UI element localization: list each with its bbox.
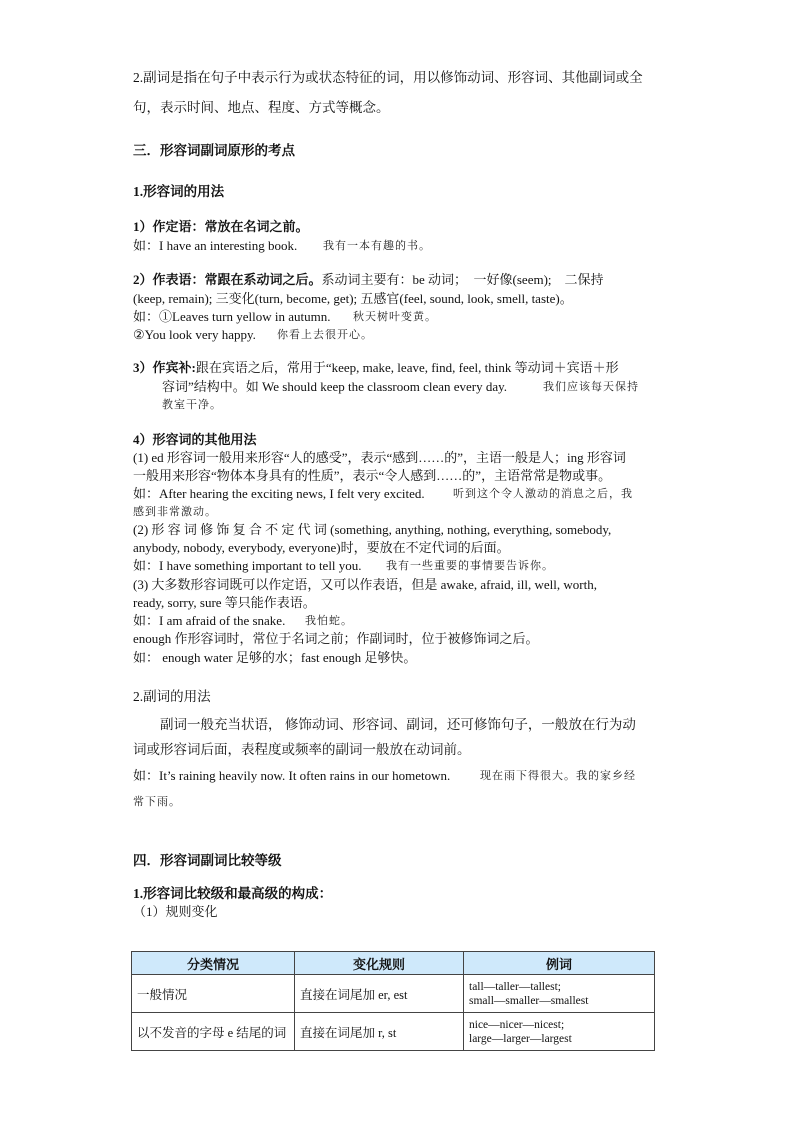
- point-4-line-11: enough 作形容词时，常位于名词之前；作副词时，位于被修饰词之后。: [133, 631, 539, 646]
- subheading-regular-changes: （1）规则变化: [133, 904, 218, 919]
- table-cell-examples: [464, 975, 655, 1013]
- example-line: small—smaller—smallest: [469, 994, 589, 1007]
- table-header-examples: 例词: [464, 952, 655, 975]
- table-header-category: 分类情况: [132, 952, 295, 975]
- point-3-translation-cont: 教室干净。: [162, 398, 222, 411]
- point-4-line-9: ready, sorry, sure 等只能作表语。: [133, 595, 316, 610]
- table-cell-rule: 直接在词尾加 er, est: [295, 975, 464, 1013]
- example-line: large—larger—largest: [469, 1032, 572, 1045]
- point-4-example-1-translation: 听到这个令人激动的消息之后，我: [453, 487, 633, 500]
- point-4-example-2-translation: 我有一些重要的事情要告诉你。: [386, 559, 554, 572]
- point-4-line-1: (1) ed 形容词一般用来形容“人的感受”，表示“感到……的”，主语一般是人；ing 形容词: [133, 450, 626, 465]
- point-2-example-1: 如：①Leaves turn yellow in autumn.: [133, 309, 331, 324]
- adverb-line-1: 副词一般充当状语， 修饰动词、形容词、副词，还可修饰句子，一般放在行为动: [160, 717, 636, 732]
- table-cell-category: 以不发音的字母 e 结尾的词: [132, 1013, 295, 1051]
- adverb-example-translation: 现在雨下得很大。我的家乡经: [480, 769, 636, 782]
- table-header-rule: 变化规则: [295, 952, 464, 975]
- intro-line-2: 句，表示时间、地点、程度、方式等概念。: [133, 100, 390, 115]
- point-4-heading: 4）形容词的其他用法: [133, 432, 257, 447]
- subheading-comparison-formation: 1.形容词比较级和最高级的构成：: [133, 886, 333, 901]
- point-4-example-3-translation: 我怕蛇。: [305, 614, 353, 627]
- point-2-text-cont: (keep, remain); 三变化(turn, become, get); 五感官(feel, sound, look, smell, taste)。: [133, 291, 573, 306]
- point-4-example-1: 如：After hearing the exciting news, I felt very excited.: [133, 486, 425, 501]
- example-line: tall—taller—tallest;: [469, 980, 561, 993]
- adverb-example-translation-cont: 常下雨。: [133, 795, 181, 808]
- point-2-example-2: ②You look very happy.: [133, 327, 256, 342]
- point-4-line-8: (3) 大多数形容词既可以作定语，又可以作表语，但是 awake, afraid, ill, well, worth,: [133, 577, 597, 592]
- comparison-rules-table: [131, 951, 655, 1051]
- point-1-heading: 1）作定语：常放在名词之前。: [133, 219, 309, 234]
- point-1-example-translation: 我有一本有趣的书。: [323, 239, 431, 252]
- table-cell-examples: [464, 1013, 655, 1051]
- point-4-line-12: 如： enough water 足够的水；fast enough 足够快。: [133, 650, 417, 665]
- point-3-text: 跟在宾语之后，常用于“keep, make, leave, find, feel, think 等动词＋宾语＋形: [195, 360, 619, 375]
- point-3-text-cont: 容词”结构中。如 We should keep the classroom clean every day.: [162, 379, 508, 394]
- section-4-title: 四．形容词副词比较等级: [133, 853, 282, 868]
- table-row: [132, 1013, 655, 1051]
- point-2-example-2-translation: 你看上去很开心。: [277, 328, 373, 341]
- point-4-line-6: anybody, nobody, everybody, everyone)时，要放在不定代词的后面。: [133, 540, 510, 555]
- section-3-title: 三．形容词副词原形的考点: [133, 143, 295, 158]
- table-cell-rule: 直接在词尾加 r, st: [295, 1013, 464, 1051]
- point-2-heading: 2）作表语：常跟在系动词之后。: [133, 272, 322, 287]
- point-4-example-3: 如：I am afraid of the snake.: [133, 613, 286, 628]
- subheading-adverb-usage: 2.副词的用法: [133, 689, 211, 704]
- point-2-text: 系动词主要有：be 动词； 一好像(seem); 二保持: [321, 272, 604, 287]
- point-4-example-2: 如：I have something important to tell you.: [133, 558, 362, 573]
- point-3-heading: 3）作宾补:: [133, 360, 196, 375]
- example-line: nice—nicer—nicest;: [469, 1018, 565, 1031]
- adverb-line-2: 词或形容词后面，表程度或频率的副词一般放在动词前。: [133, 742, 471, 757]
- subheading-adjective-usage: 1.形容词的用法: [133, 184, 225, 199]
- point-4-line-5: (2) 形 容 词 修 饰 复 合 不 定 代 词 (something, anything, nothing, everything, somebody,: [133, 522, 612, 537]
- point-1-example: 如：I have an interesting book.: [133, 238, 298, 253]
- intro-line-1: 2.副词是指在句子中表示行为或状态特征的词，用以修饰动词、形容词、其他副词或全: [133, 70, 643, 85]
- point-3-translation: 我们应该每天保持: [543, 380, 639, 393]
- table-row: [132, 975, 655, 1013]
- point-4-line-2: 一般用来形容“物体本身具有的性质”，表示“令人感到……的”，主语常常是物或事。: [133, 468, 612, 483]
- point-4-example-1-translation-cont: 感到非常激动。: [133, 505, 217, 518]
- table-cell-category: 一般情况: [132, 975, 295, 1013]
- adverb-example: 如：It’s raining heavily now. It often rains in our hometown.: [133, 768, 451, 783]
- point-2-example-1-translation: 秋天树叶变黄。: [353, 310, 437, 323]
- table-header-row: [132, 952, 655, 975]
